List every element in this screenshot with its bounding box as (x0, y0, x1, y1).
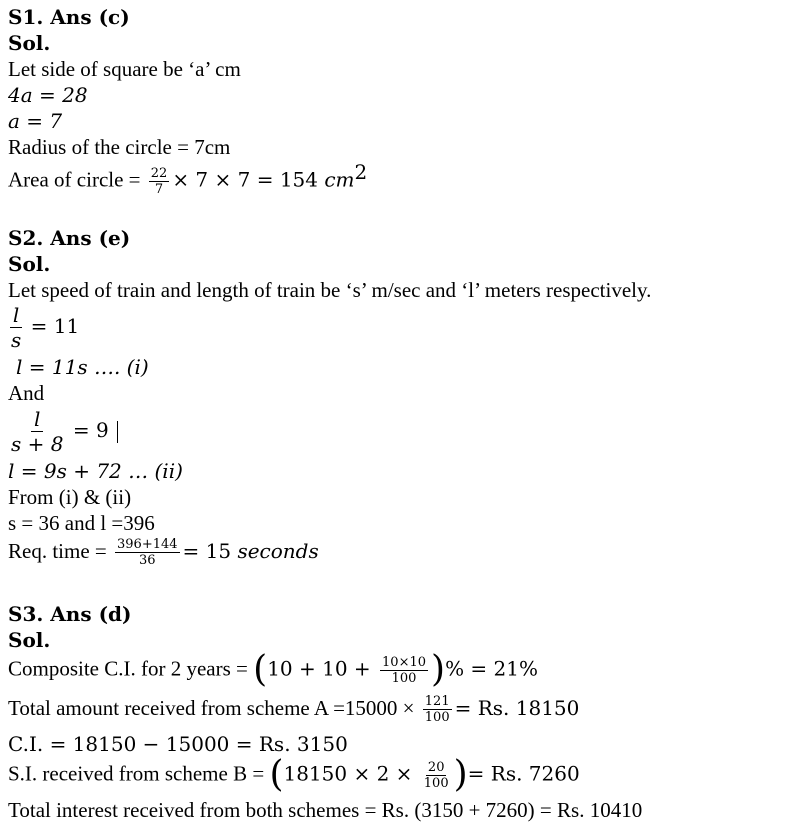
s1-line-5 (8, 160, 367, 197)
s1-line-5-sup: 2 (354, 160, 368, 184)
s2-line-4: From (i) & (ii) (8, 485, 132, 509)
s3-fraction-1-den: 100 (391, 670, 417, 686)
s2-fraction-2-num: l (31, 407, 43, 432)
s3-fraction-3 (422, 760, 451, 791)
s2-line-6-rest: = 15 (182, 539, 238, 563)
s3-line-3: C.I. = 18150 − 15000 = Rs. 3150 (8, 732, 348, 756)
s3-line-4-label: S.I. received from scheme B = (8, 761, 270, 786)
s3-sol-label: Sol. (8, 628, 51, 652)
s1-line-5-label: Area of circle = (8, 167, 146, 192)
s1-line-5-unit: cm (324, 167, 355, 192)
s2-fraction-3-num: 396+144 (117, 537, 178, 552)
s2-line-6-unit: seconds (237, 539, 319, 563)
s3-line-2 (8, 694, 579, 725)
s1-line-3: a = 7 (8, 109, 63, 133)
s3-fraction-1 (380, 655, 428, 686)
s1-fraction (149, 166, 170, 197)
s1-line-4: Radius of the circle = 7cm (8, 135, 231, 159)
s2-line-1: Let speed of train and length of train be ‘s’ m/sec and ‘l’ meters respectively. (8, 278, 652, 302)
s1-fraction-den: 7 (154, 181, 164, 197)
s3-line-1-open-paren: ( (253, 649, 268, 690)
s3-line-5: Total interest received from both schemes = Rs. (3150 + 7260) = Rs. 10410 (8, 798, 643, 822)
s2-fraction-3 (115, 537, 180, 568)
s2-fraction-1-den: s (11, 328, 22, 352)
s3-line-1-label: Composite C.I. for 2 years = (8, 656, 254, 681)
s2-fraction-1 (8, 303, 24, 352)
s3-fraction-3-den: 100 (423, 775, 449, 791)
s1-sol-label: Sol. (8, 31, 51, 55)
s1-fraction-num: 22 (150, 165, 168, 181)
s2-fraction-2 (8, 407, 66, 456)
s3-line-1-close-paren: ) (431, 649, 446, 690)
s2-line-3: l = 9s + 72 … (ii) (8, 459, 183, 483)
s2-line-6-label: Req. time = (8, 539, 112, 563)
s2-and: And (8, 381, 45, 405)
s3-fraction-1-num: 10×10 (382, 654, 427, 670)
s2-fraction-2-rest: = 9 (72, 418, 109, 442)
s2-line-2: l = 11s …. (i) (16, 355, 149, 379)
s2-line-5: s = 36 and l =396 (8, 511, 155, 535)
s3-line-2-rest: = Rs. 18150 (454, 696, 580, 720)
s2-fraction-1-line (8, 303, 79, 352)
s1-heading: S1. Ans (c) (8, 5, 130, 29)
s3-fraction-2-num: 121 (424, 694, 450, 709)
s1-line-1: Let side of square be ‘a’ cm (8, 57, 241, 81)
s3-fraction-2 (423, 694, 452, 725)
s2-fraction-3-den: 36 (138, 553, 156, 568)
s2-line-6 (8, 537, 319, 568)
s1-line-5-rest: × 7 × 7 = 154 (172, 167, 325, 192)
s3-line-1 (8, 649, 538, 690)
s2-heading: S2. Ans (e) (8, 226, 131, 250)
s2-sol-label: Sol. (8, 252, 51, 276)
s3-line-4-rest: = Rs. 7260 (467, 761, 580, 786)
s2-fraction-1-num: l (10, 303, 22, 328)
s3-heading: S3. Ans (d) (8, 602, 132, 626)
s3-line-1-a: 10 + 10 + (267, 656, 378, 681)
s3-line-2-label: Total amount received from scheme A =15000 × (8, 696, 420, 720)
s3-line-4-a: 18150 × 2 × (283, 761, 419, 786)
s3-fraction-3-num: 20 (427, 759, 445, 775)
s3-line-4 (8, 754, 580, 795)
s3-line-4-open-paren: ( (269, 754, 284, 795)
s2-fraction-1-rest: = 11 (30, 314, 80, 338)
s2-fraction-2-line (8, 407, 118, 456)
s1-line-2: 4a = 28 (8, 83, 88, 107)
s3-line-4-close-paren: ) (453, 754, 468, 795)
s2-fraction-2-den: s + 8 (11, 432, 64, 456)
s3-line-1-rest: % = 21% (445, 656, 538, 681)
text-cursor (117, 421, 118, 443)
s3-fraction-2-den: 100 (424, 710, 450, 725)
